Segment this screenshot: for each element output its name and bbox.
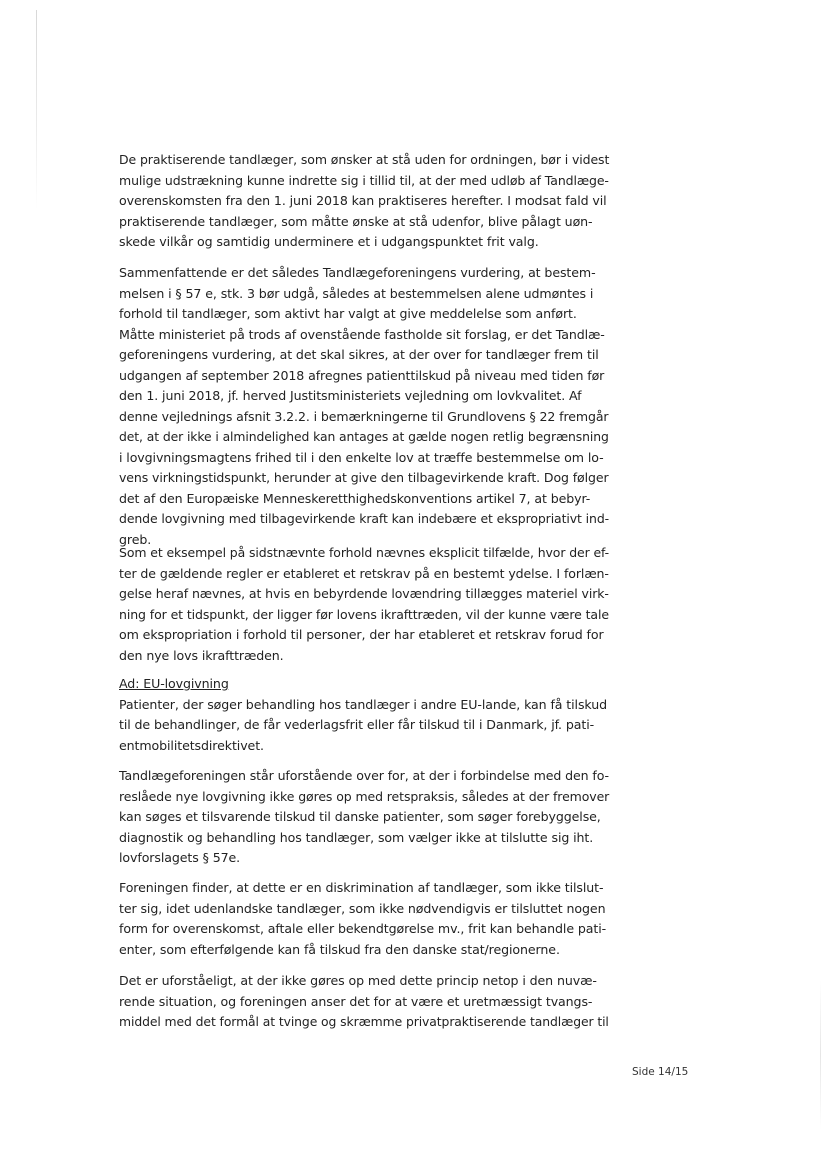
text-line: geforeningens vurdering, at det skal sikres, at der over for tandlæger frem til [119,347,599,362]
text-line: vens virkningstidspunkt, herunder at give den tilbagevirkende kraft. Dog følger [119,470,609,485]
page-number: Side 14/15 [632,1066,689,1078]
text-line: rende situation, og foreningen anser det for at være et uretmæssigt tvangs- [119,993,593,1009]
text-line: det, at der ikke i almindelighed kan antages at gælde nogen retlig begrænsning [119,429,609,444]
text-line: middel med det formål at tvinge og skræmme privatpraktiserende tandlæger til [119,1014,609,1029]
text-line: reslåede nye lovgivning ikke gøres op med retspraksis, således at der fremover [119,788,610,804]
text-line: Foreningen finder, at dette er en diskrimination af tandlæger, som ikke tilslut- [119,880,604,895]
paragraph-example [119,543,609,666]
section-eu-legislation [119,674,609,756]
paragraph-incomprehensible [119,971,609,1033]
text-line: diagnostik og behandling hos tandlæger, som vælger ikke at tilslutte sig iht. [119,829,594,845]
text-line: om ekspropriation i forhold til personer, der har etableret et retskrav forud for [119,627,604,642]
text-line: praktiserende tandlæger, som måtte ønske at stå udenfor, blive pålagt uøn- [119,213,593,229]
scan-edge-mark [820,980,821,1130]
text-line: det af den Europæiske Menneskeretthighedskonventions artikel 7, at bebyr- [119,490,591,506]
text-line: lovforslagets § 57e. [119,850,241,865]
text-line: Det er uforståeligt, at der ikke gøres op med dette princip netop i den nuvæ- [119,973,597,988]
text-line: Tandlægeforeningen står uforstående over for, at der i forbindelse med den fo- [119,768,609,783]
text-line: forhold til tandlæger, som aktivt har valgt at give meddelelse som anført. [119,306,577,321]
text-line: Som et eksempel på sidstnævnte forhold nævnes eksplicit tilfælde, hvor der ef- [119,545,610,560]
text-line: den 1. juni 2018, jf. herved Justitsministeriets vejledning om lovkvalitet. Af [119,388,582,403]
text-line: form for overenskomst, aftale eller bekendtgørelse mv., frit kan behandle pati- [119,921,607,936]
text-line: denne vejlednings afsnit 3.2.2. i bemærkningerne til Grundlovens § 22 fremgår [119,408,609,424]
text-line: melsen i § 57 e, stk. 3 bør udgå, således at bestemmelsen alene udmøntes i [119,285,594,301]
text-line: gelse heraf nævnes, at hvis en bebyrdende lovændring tillægges materiel virk- [119,586,609,601]
text-line: kan søges et tilsvarende tilskud til danske patienter, som søger forebyggelse, [119,809,601,824]
text-line: Patienter, der søger behandling hos tandlæger i andre EU-lande, kan få tilskud [119,696,607,712]
section-heading: Ad: EU-lovgivning [119,676,229,691]
paragraph-summary [119,263,609,550]
paragraph-association-view [119,766,609,869]
text-line: dende lovgivning med tilbagevirkende kraft kan indebære et ekspropriativt ind- [119,511,610,526]
text-line: entmobilitetsdirektivet. [119,737,264,753]
text-line: ter de gældende regler er etableret et retskrav på en bestemt ydelse. I forlæn- [119,565,609,581]
paragraph-opt-out [119,150,609,253]
text-line: enter, som efterfølgende kan få tilskud fra den danske stat/regionerne. [119,941,560,957]
text-line: greb. [119,531,152,547]
text-line: De praktiserende tandlæger, som ønsker at stå uden for ordningen, bør i videst [119,152,610,167]
text-line: den nye lovs ikrafttræden. [119,647,284,663]
scan-edge-mark [36,10,37,210]
text-line: Måtte ministeriet på trods af ovenstående fastholde sit forslag, er det Tandlæ- [119,326,605,342]
text-line: i lovgivningsmagtens frihed til i den enkelte lov at træffe bestemmelse om lo- [119,449,604,465]
text-line: ning for et tidspunkt, der ligger før lovens ikrafttræden, vil der kunne være tale [119,606,609,622]
text-line: overenskomsten fra den 1. juni 2018 kan praktiseres herefter. I modsat fald vil [119,193,607,208]
text-line: skede vilkår og samtidig underminere et i udgangspunktet frit valg. [119,234,539,249]
text-line: mulige udstrækning kunne indrette sig i tillid til, at der med udløb af Tandlæge- [119,172,609,188]
text-line: Sammenfattende er det således Tandlægeforeningens vurdering, at bestem- [119,265,596,280]
text-line: ter sig, idet udenlandske tandlæger, som ikke nødvendigvis er tilsluttet nogen [119,900,606,916]
text-line: udgangen af september 2018 afregnes patienttilskud på niveau med tiden før [119,367,605,383]
paragraph-discrimination [119,878,609,960]
text-line: til de behandlinger, de får vederlagsfrit eller får tilskud til i Danmark, jf. pati- [119,717,595,732]
